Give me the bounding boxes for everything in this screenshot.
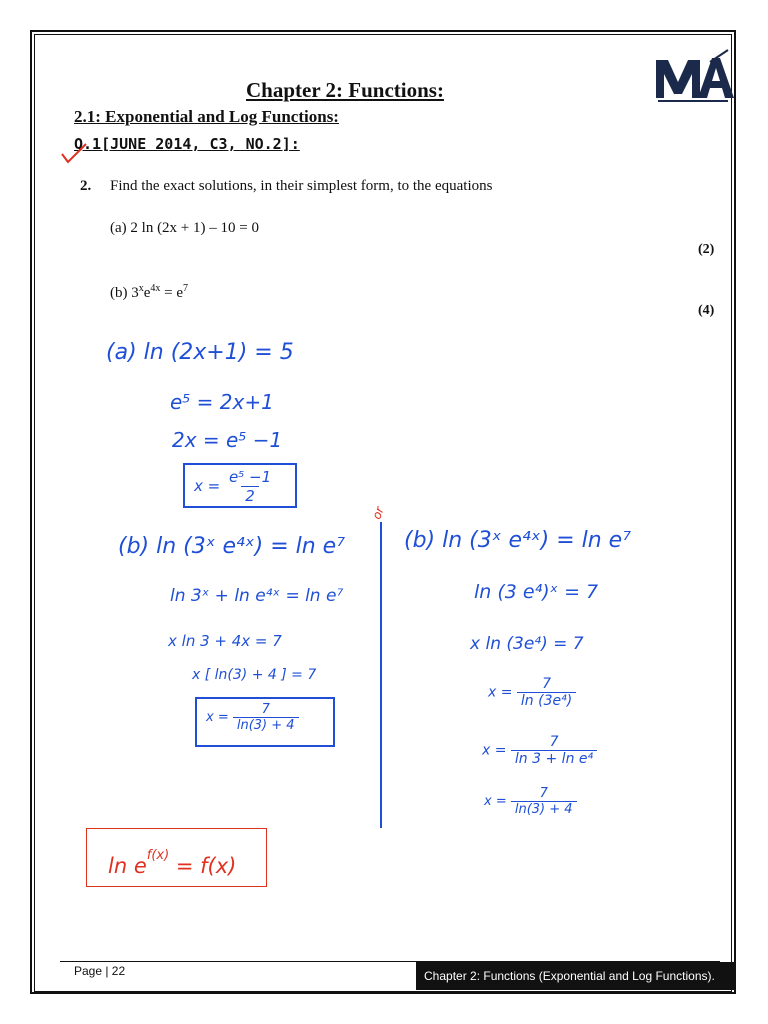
work-a-line-3: 2x = e⁵ −1: [172, 428, 283, 452]
section-title: 2.1: Exponential and Log Functions:: [74, 107, 339, 126]
work-a-line-2: e⁵ = 2x+1: [170, 390, 274, 414]
ma-logo-icon: [652, 48, 736, 104]
work-b-left-line-4: x [ ln(3) + 4 ] = 7: [192, 667, 317, 683]
answer-b-left: x = $\frac{7}{\ln(3) + 4}$: [206, 702, 299, 733]
question-reference: Q.1[JUNE 2014, C3, NO.2]:: [74, 135, 300, 153]
work-b-right-step-3: x = $\frac{7}{\ln(3) + 4}$: [484, 786, 577, 817]
work-b-right-line-1: (b) ln (3ˣ e⁴ˣ) = ln e⁷: [404, 528, 632, 553]
marks-part-a: (2): [698, 242, 715, 257]
check-mark-icon: [60, 142, 88, 164]
page-number: Page | 22: [74, 964, 126, 978]
work-b-left-line-3: x ln 3 + 4x = 7: [168, 632, 282, 650]
footer-chapter-label: Chapter 2: Functions (Exponential and Log Functions).: [416, 962, 734, 990]
alternative-divider: [380, 522, 382, 828]
question-part-a: (a) 2 ln (2x + 1) – 10 = 0: [110, 220, 259, 236]
work-b-right-line-2: ln (3 e⁴)ˣ = 7: [474, 581, 599, 603]
work-b-right-step-2: x = $\frac{7}{\text{ln 3 + ln e⁴}}$: [482, 734, 597, 767]
chapter-title: Chapter 2: Functions:: [246, 78, 444, 102]
or-label: or: [369, 504, 387, 522]
work-b-right-line-3: x ln (3e⁴) = 7: [470, 634, 584, 654]
question-stem: Find the exact solutions, in their simplest form, to the equations: [110, 178, 493, 194]
log-rule: $\ln e^{f(x)} = f(x)$: [108, 848, 237, 878]
answer-a: x = $\frac{\text{e⁵ −1}}{2}$: [194, 468, 272, 505]
work-b-right-step-1: x = $\frac{7}{\text{ln (3e⁴)}}$: [488, 676, 576, 709]
work-b-left-line-2: ln 3ˣ + ln e⁴ˣ = ln e⁷: [170, 586, 344, 606]
work-b-left-line-1: (b) ln (3ˣ e⁴ˣ) = ln e⁷: [118, 534, 346, 559]
work-a-line-1: (a) ln (2x+1) = 5: [106, 340, 294, 365]
question-part-b: (b) $3^xe^{4x} = e^7$: [110, 283, 189, 301]
question-number: 2.: [80, 178, 92, 194]
marks-part-b: (4): [698, 303, 715, 318]
